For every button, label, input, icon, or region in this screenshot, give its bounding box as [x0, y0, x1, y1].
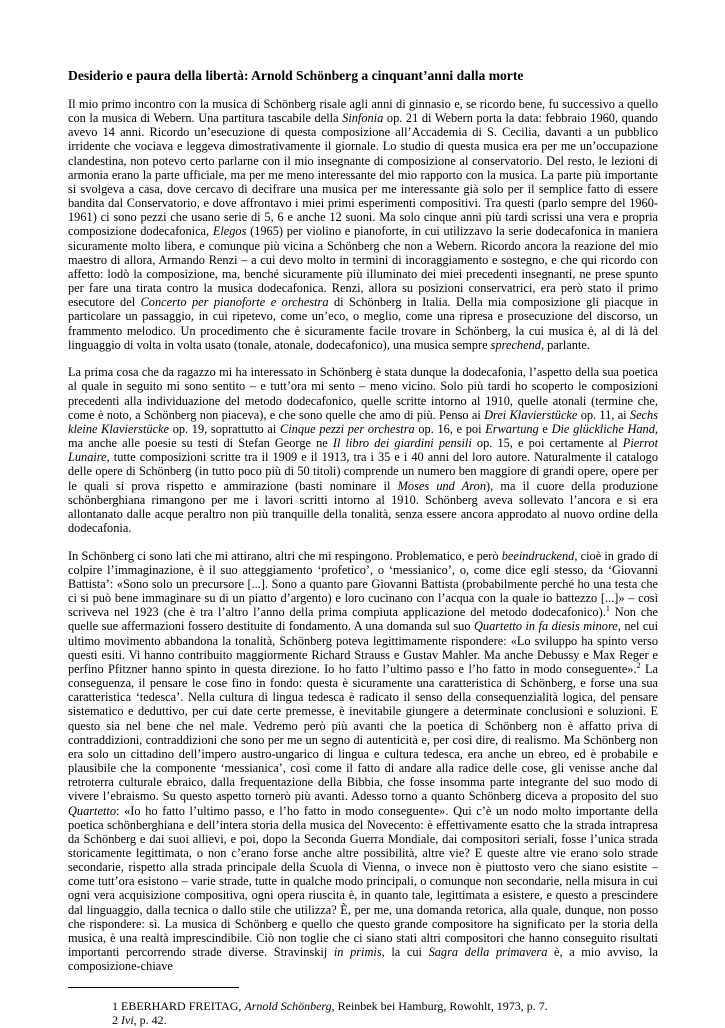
paragraph-text: , cioè in grado di colpire l’immaginazione, è il suo atteggiamento ‘profetico’, o ‘messianico’, o, come dice egli stesso, da ‘Giovanni Battista’: «Sono solo un precursore [...]. Sono a quanto pare Giovanni Battista (probabilmente perché ho una testa che ci si può bene immaginare su di un piatto d’argento) e loro cucinano con l’acqua con la quale io battezzo [...]» – così scriveva nel 1923 (che è tra l’altro l’anno della prima compiuta applicazione del metodo dodecafonico).: [68, 548, 659, 620]
paragraph-text: di Schönberg in Italia. Della mia composizione gli piacque in particolare un passaggio, in cui ripetevo, come un’eco, o meglio, come una ripresa e prosecuzione del discorso, un frammento melodico. Un procedimento che è sicuramente facile trovare in Schönberg, la cui musica è, al di là del linguaggio di volta in volta usato (tonale, atonale, dodecafonico), una musica sempre: [68, 295, 658, 352]
paragraph-text: op. 16, e poi: [414, 421, 486, 436]
paragraph-text: In Schönberg ci sono lati che mi attirano, altri che mi respingono. Problematico, e però: [68, 548, 502, 563]
body-paragraph: [68, 549, 658, 974]
italic-text: Sagra della primavera: [428, 945, 548, 960]
body-paragraph: [68, 97, 658, 352]
paragraph-text: op. 19, soprattutto ai: [169, 421, 280, 436]
paragraph-text: e: [538, 421, 552, 436]
paragraph-text: La conseguenza, il pensare le cose fino in fondo: questa è sicuramente una caratteristica di Schönberg, e forse una sua caratteristica ‘tedesca’. Nella cultura di lingua tedesca è radicato il senso della consequenzialità logica, del pensare sistematico e deduttivo, per cui date certe premesse, è inevitabile giungere a determinate conclusioni e soluzioni. E questo sia nel bene che nel male. Vedremo però più avanti che la poetica di Schönberg non è affatto priva di contraddizioni, contraddizioni che sono per me un segno di autenticità e, per così dire, di realismo. Ma Schönberg non era solo un cittadino dell’impero austro-ungarico di lingua e cultura tedesca, era anche un ebreo, ed è probabile e plausibile che la componente ‘messianica’, così come il fatto di andare alla radice delle cose, gli venisse anche dal retroterra culturale ebraico, dalla frequentazione della Bibbia, che fosse insomma parte integrante del suo modo di vivere l’ebraismo. Su questo aspetto tornerò più avanti. Adesso torno a quanto Schönberg diceva a proposito del suo: [68, 661, 658, 804]
paragraph-text: , ma anche alle poesie su testi di Stefan George ne: [68, 421, 658, 451]
footnote-1: 1 EBERHARD FREITAG, Arnold Schönberg, Reinbek bei Hamburg, Rowohlt, 1973, p. 7.: [112, 998, 548, 1013]
footnote-separator: [68, 987, 239, 988]
italic-text: Moses und Aron: [397, 478, 487, 493]
document-body: [68, 97, 658, 973]
document-page: [68, 68, 658, 1028]
footnote-ref[interactable]: 1: [605, 604, 610, 614]
italic-text: Pierrot Lunaire: [68, 436, 658, 465]
paragraph-text: op. 21 di Webern porta la data: febbraio 1960, quando avevo 14 anni. Ricordo un’esecuzione di questa composizione all’Accademia di S. Cecilia, davanti a un pubblico irridente che vociava e leggeva dimostrativamente il giornale. Lo studio di questa musica era per me un’occupazione clandestina, non potevo certo parlarne con il mio insegnante di composizione al conservatorio. Del resto, le lezioni di armonia erano la parte ufficiale, ma per me meno interessante del mio rapporto con la musica. La parte più importante si svolgeva a casa, dove cercavo di decifrare una musica per me interessante già solo per il semplice fatto di essere bandita dal Conservatorio, e dove affrontavo i miei primi esperimenti compositivi. Tra questi (parlo sempre del 1960-1961) ci sono pezzi che usano serie di 5, 6 e anche 12 suoni. Ma solo cinque anni più tardi scrissi una vera e propria composizione dodecafonica,: [68, 111, 658, 239]
italic-text: in primis: [333, 945, 382, 960]
paragraph-text: Non che quelle sue affermazioni fossero destituite di fondamento. A una domanda sul suo: [68, 605, 659, 634]
body-paragraph: [68, 365, 658, 535]
italic-text: Quartetto: [68, 803, 117, 818]
paragraph-text: (1965) per violino e pianoforte, in cui utilizzavo la serie dodecafonica in maniera sicuramente molto libera, e comunque più vicina a Schönberg che non a Webern. Ricordo ancora la reazione del mio maestro di allora, Armando Renzi – a cui devo molto in termini di incoraggiamento e sostegno, e che qui ricordo con affetto: lodò la composizione, ma, benché sicuramente più illuminato dei miei precedenti insegnanti, ne prese spunto per fare una tirata contro la musica dodecafonica. Renzi, allora su posizioni conservatrici, era però stato il primo esecutore del: [68, 224, 658, 310]
italic-text: Drei Klavierstücke: [484, 407, 578, 422]
paragraph-text: , nel cui ultimo movimento abbandona la tonalità, Schönberg poteva legittimamente rispondere: «Lo sviluppo ha spinto verso questi esiti. Vi hanno contribuito maggiormente Richard Strauss e Gustav Mahler. Ma anche Debussy e Max Reger e perfino Pfitzner hanno spinto in questa direzione. Io ho fatto l’ultimo passo e l’ho fatto in modo conseguente».: [68, 619, 658, 676]
paragraph-text: op. 15, e poi certamente al: [471, 436, 623, 451]
italic-text: Erwartung: [485, 421, 539, 436]
footnote-ref[interactable]: 2: [636, 660, 641, 670]
italic-text: Cinque pezzi per orchestra: [280, 421, 415, 436]
paragraph-text: , parlante.: [540, 337, 590, 352]
paragraph-text: op. 11, ai: [577, 407, 630, 422]
italic-text: Sinfonia: [342, 111, 384, 126]
paragraph-text: La prima cosa che da ragazzo mi ha interessato in Schönberg è stata dunque la dodecafonia, l’aspetto della sua poetica al quale in seguito mi sono sentito – e tutt’ora mi sento – meno vicino. Solo più tardi ho scoperto le composizioni precedenti alla individuazione del metodo dodecafonico, quelle scritte intorno al 1910, quelle atonali (termine che, come è noto, a Schönberg non piaceva), e che sono quelle che amo di più. Penso ai: [68, 365, 658, 422]
paragraph-text: , tutte composizioni scritte tra il 1909 e il 1913, tra i 35 e i 40 anni del loro autore. Naturalmente il catalogo delle opere di Schönberg (in tutto poco più di 50 titoli) comprende un numero ben maggiore di grandi opere, opere per le quali si prova rispetto e ammirazione (basti nominare il: [68, 450, 658, 493]
paragraph-text: : «Io ho fatto l’ultimo passo, e l’ho fatto in modo conseguente». Qui c’è un nodo molto importante della poetica schönberghiana e dell’intera storia della musica del Novecento: è effettivamente esatto che la strada intrapresa da Schönberg e dai suoi allievi, e poi, dopo la Seconda Guerra Mondiale, dai compositori seriali, fosse l’unica strada storicamente legittimata, o non c’erano forse anche altre possibilità, altre vie? E queste altre vie erano solo strade secondarie, rispetto alla strada principale della Scuola di Vienna, o invece non è piuttosto vero che siano esistite – come tutt’ora esistono – varie strade, tutte in qualche modo principali, o comunque non secondarie, nella misura in cui ogni vera acquisizione compositiva, ogni opera riuscita è, in quanto tale, legittimata a esistere, e questo a prescindere dal linguaggio, dalla tecnica o dallo stile che utilizza? È, per me, una domanda retorica, alla quale, dunque, non posso che rispondere: sì. La musica di Schönberg e quello che questo grande compositore ha significato per la storia della musica, è una realtà imprescindibile. Ciò non toglie che ci siano stati altri compositori che hanno conseguito risultati importanti percorrendo strade diverse. Stravinskij: [68, 803, 658, 960]
paragraph-text: ), ma il cuore della produzione schönberghiana rimangono per me i lavori scritti intorno al 1910. Schönberg aveva sollevato l’ancora e si era allontanato dalle acque peraltro non più tranquille della tonalità, senza essere ancora approdato al nuovo ordine della dodecafonia.: [68, 478, 659, 536]
italic-text: beeindruckend: [501, 548, 575, 563]
italic-text: Concerto per pianoforte e orchestra: [140, 295, 329, 310]
italic-text: Elegos: [212, 224, 247, 239]
italic-text: sprechend: [490, 337, 541, 352]
italic-text: Il libro dei giardini pensili: [332, 436, 472, 451]
footnote-2: 2 Ivi, p. 42.: [112, 1013, 167, 1028]
paragraph-text: , la cui: [381, 945, 429, 960]
italic-text: Die glückliche Hand: [551, 421, 655, 436]
paragraph-text: Il mio primo incontro con la musica di Schönberg risale agli anni di ginnasio e, se ricordo bene, fu successivo a quello con la musica di Webern. Una partitura tascabile della: [68, 97, 658, 126]
italic-text: Quartetto in fa diesis minore: [474, 619, 618, 634]
document-title: Desiderio e paura della libertà: Arnold Schönberg a cinquant’anni dalla morte: [68, 68, 524, 83]
italic-text: Sechs kleine Klavierstücke: [68, 407, 659, 436]
paragraph-text: è, a mio avviso, la composizione-chiave: [68, 945, 658, 974]
